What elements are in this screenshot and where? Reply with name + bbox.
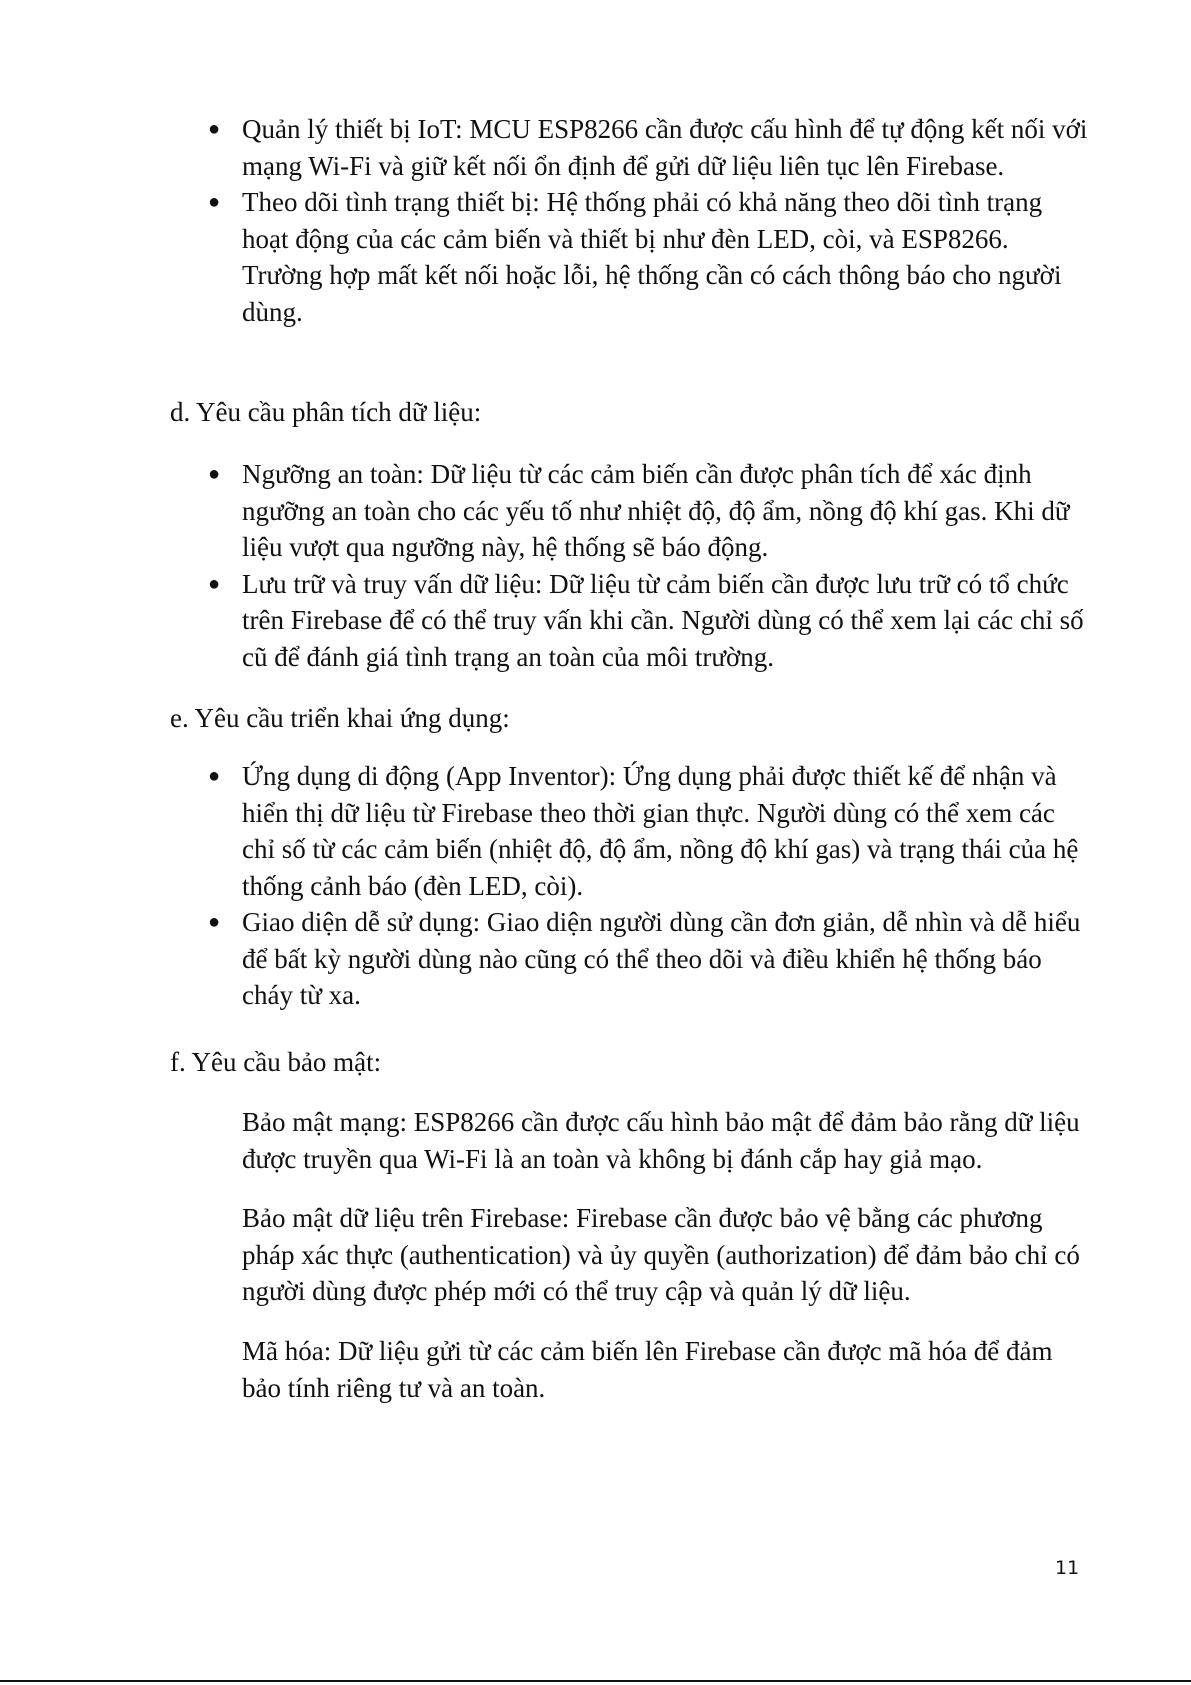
page-number: 11 [1055,1557,1080,1579]
bullet-icon: ● [208,911,221,933]
bullet-icon: ● [208,191,221,213]
list-item-text: Lưu trữ và truy vấn dữ liệu: Dữ liệu từ cảm biến cần được lưu trữ có tổ chức trên Firebase để có thể truy vấn khi cần. Người dùng có thể xem lại các chỉ số cũ để đánh giá tình trạng an toàn của môi trường. [242,568,1084,672]
list-item [208,566,1088,676]
list-item-text: Giao diện dễ sử dụng: Giao diện người dùng cần đơn giản, dễ nhìn và dễ hiểu để bất kỳ người dùng nào cũng có thể theo dõi và điều khiển hệ thống báo cháy từ xa. [242,907,1081,1010]
list-item-text: Quản lý thiết bị IoT: MCU ESP8266 cần được cấu hình để tự động kết nối với mạng Wi-Fi và giữ kết nối ổn định để gửi dữ liệu liên tục lên Firebase. [242,114,1088,181]
list-item [208,456,1088,566]
list-item [208,904,1088,1014]
bullet-icon: ● [208,572,221,595]
bullet-icon: ● [208,118,221,140]
list-item-text: Ngưỡng an toàn: Dữ liệu từ các cảm biến cần được phân tích để xác định ngưỡng an toàn cho các yếu tố như nhiệt độ, độ ẩm, nồng độ khí gas. Khi dữ liệu vượt qua ngưỡng này, hệ thống sẽ báo động. [242,459,1070,562]
section-f-heading: f. Yêu cầu bảo mật: [170,1047,382,1077]
section-d-heading: d. Yêu cầu phân tích dữ liệu: [170,397,482,427]
footer-divider [0,1680,1191,1682]
security-paragraph-network: Bảo mật mạng: ESP8266 cần được cấu hình bảo mật để đảm bảo rằng dữ liệu được truyền qua Wi-Fi là an toàn và không bị đánh cắp hay giả mạo. [242,1107,1080,1174]
list-item [208,758,1088,904]
bullet-icon: ● [208,765,221,787]
section-e-heading: e. Yêu cầu triển khai ứng dụng: [170,703,510,733]
list-item-text: Ứng dụng di động (App Inventor): Ứng dụng phải được thiết kế để nhận và hiển thị dữ liệu từ Firebase theo thời gian thực. Người dùng có thể xem các chỉ số từ các cảm biến (nhiệt độ, độ ẩm, nồng độ khí gas) và trạng thái của hệ thống cảnh báo (đèn LED, còi). [242,761,1079,901]
list-item [208,111,1088,184]
section-d-bullet-list [208,456,1088,675]
security-paragraph-firebase: Bảo mật dữ liệu trên Firebase: Firebase cần được bảo vệ bằng các phương pháp xác thực (authentication) và ủy quyền (authorization) để đảm bảo chỉ có người dùng được phép mới có thể truy cập và quản lý dữ liệu. [242,1203,1080,1306]
section-e-bullet-list [208,758,1088,1014]
security-paragraph-encryption: Mã hóa: Dữ liệu gửi từ các cảm biến lên Firebase cần được mã hóa để đảm bảo tính riêng tư và an toàn. [242,1336,1053,1403]
bullet-icon: ● [208,463,221,485]
list-item [208,184,1088,330]
list-item-text: Theo dõi tình trạng thiết bị: Hệ thống phải có khả năng theo dõi tình trạng hoạt động của các cảm biến và thiết bị như đèn LED, còi, và ESP8266. Trường hợp mất kết nối hoặc lỗi, hệ thống cần có cách thông báo cho người dùng. [242,187,1062,327]
section-c-bullet-list [208,111,1088,330]
